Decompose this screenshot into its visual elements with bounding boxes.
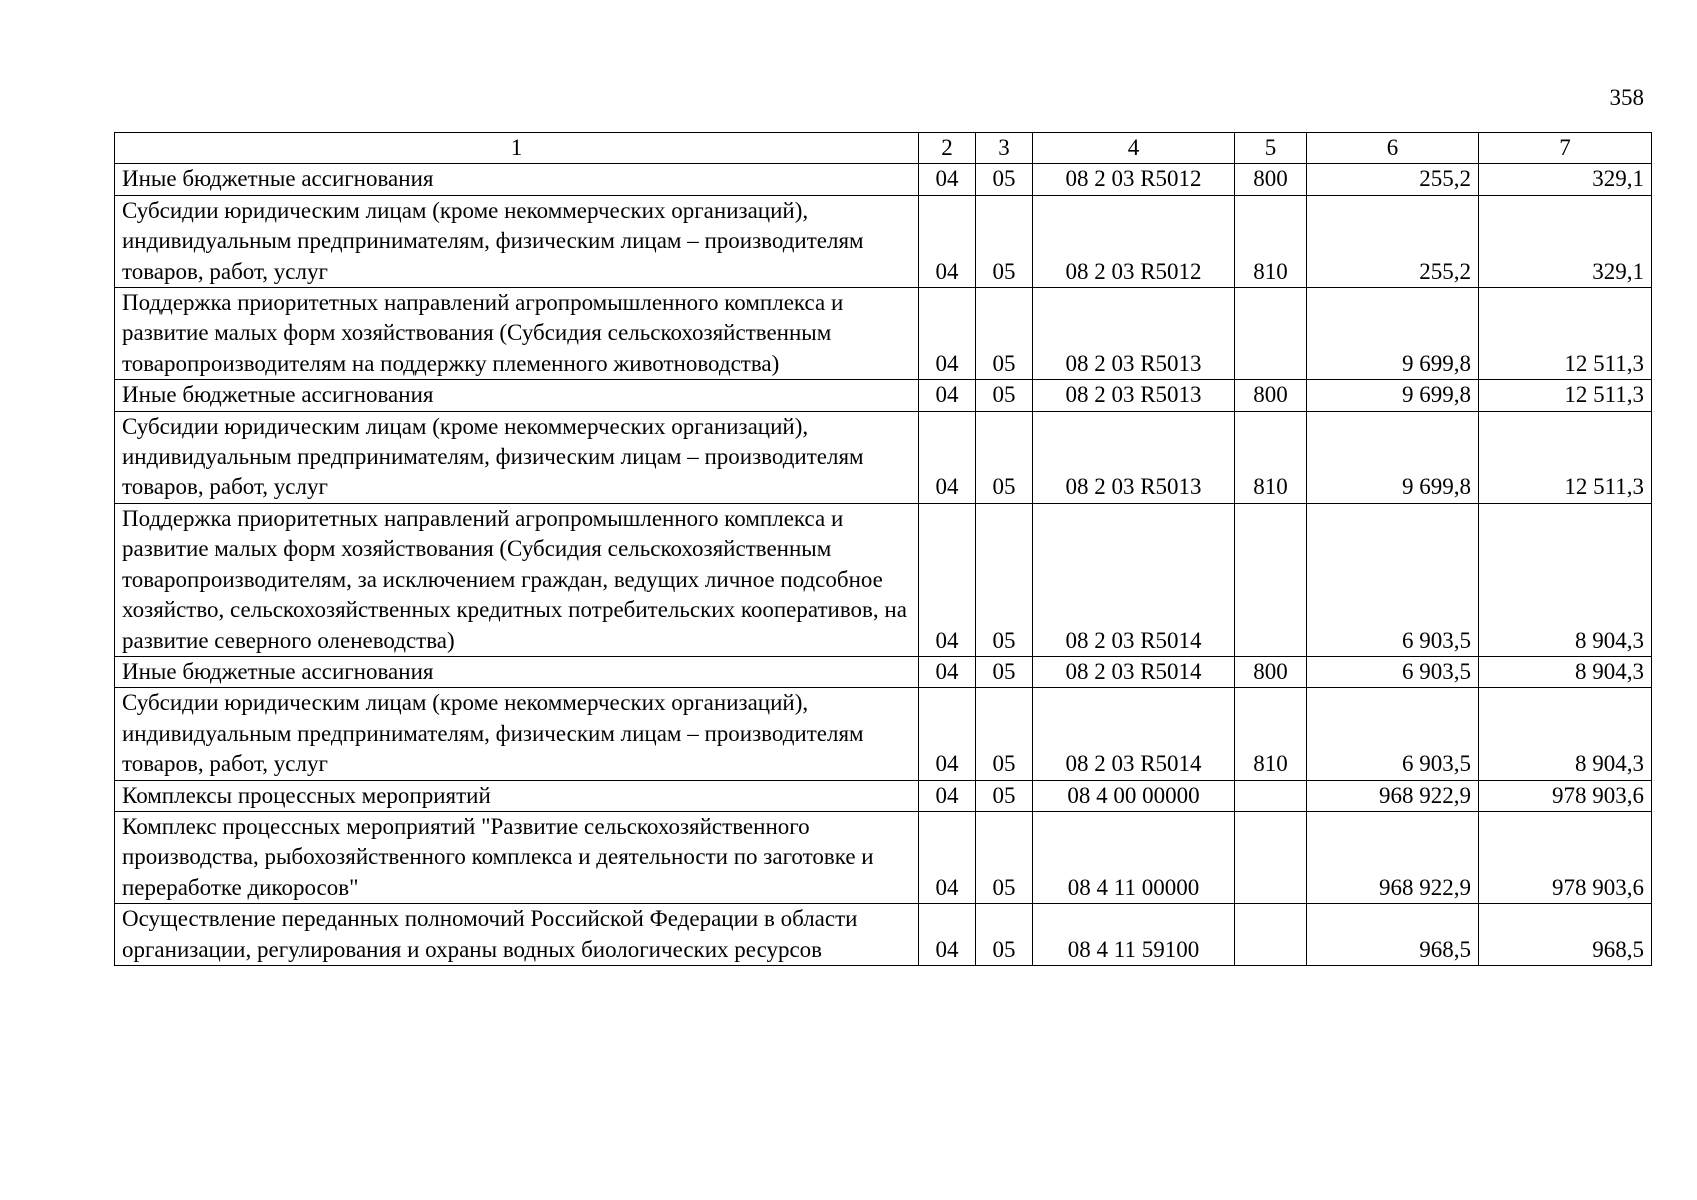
row-description: Иные бюджетные ассигнования bbox=[115, 164, 919, 195]
target-article-code: 08 2 03 R5012 bbox=[1033, 164, 1235, 195]
expense-type-code bbox=[1235, 780, 1307, 811]
amount-col7: 8 904,3 bbox=[1479, 503, 1652, 656]
expense-type-code: 810 bbox=[1235, 195, 1307, 287]
amount-col6: 6 903,5 bbox=[1307, 656, 1479, 687]
row-description: Субсидии юридическим лицам (кроме некоммерческих организаций), индивидуальным предпринимателям, физическим лицам – производителям товаров, работ, услуг bbox=[115, 195, 919, 287]
section-code: 04 bbox=[919, 503, 976, 656]
table-row bbox=[115, 780, 1652, 811]
amount-col6: 6 903,5 bbox=[1307, 503, 1479, 656]
expense-type-code bbox=[1235, 811, 1307, 903]
section-code: 04 bbox=[919, 411, 976, 503]
target-article-code: 08 2 03 R5012 bbox=[1033, 195, 1235, 287]
amount-col7: 12 511,3 bbox=[1479, 380, 1652, 411]
section-code: 04 bbox=[919, 780, 976, 811]
subsection-code: 05 bbox=[976, 688, 1033, 780]
column-header: 4 bbox=[1033, 133, 1235, 164]
subsection-code: 05 bbox=[976, 904, 1033, 966]
target-article-code: 08 4 11 00000 bbox=[1033, 811, 1235, 903]
target-article-code: 08 2 03 R5013 bbox=[1033, 288, 1235, 380]
amount-col6: 9 699,8 bbox=[1307, 411, 1479, 503]
budget-table bbox=[114, 132, 1652, 966]
table-row bbox=[115, 195, 1652, 287]
section-code: 04 bbox=[919, 811, 976, 903]
subsection-code: 05 bbox=[976, 503, 1033, 656]
section-code: 04 bbox=[919, 164, 976, 195]
amount-col7: 329,1 bbox=[1479, 164, 1652, 195]
target-article-code: 08 2 03 R5014 bbox=[1033, 656, 1235, 687]
amount-col7: 968,5 bbox=[1479, 904, 1652, 966]
section-code: 04 bbox=[919, 380, 976, 411]
subsection-code: 05 bbox=[976, 780, 1033, 811]
subsection-code: 05 bbox=[976, 380, 1033, 411]
column-header: 1 bbox=[115, 133, 919, 164]
amount-col7: 8 904,3 bbox=[1479, 688, 1652, 780]
expense-type-code bbox=[1235, 503, 1307, 656]
column-header: 6 bbox=[1307, 133, 1479, 164]
row-description: Иные бюджетные ассигнования bbox=[115, 380, 919, 411]
target-article-code: 08 4 11 59100 bbox=[1033, 904, 1235, 966]
subsection-code: 05 bbox=[976, 288, 1033, 380]
page-number: 358 bbox=[1609, 85, 1644, 110]
expense-type-code: 800 bbox=[1235, 380, 1307, 411]
row-description: Комплексы процессных мероприятий bbox=[115, 780, 919, 811]
target-article-code: 08 2 03 R5014 bbox=[1033, 688, 1235, 780]
row-description: Иные бюджетные ассигнования bbox=[115, 656, 919, 687]
section-code: 04 bbox=[919, 688, 976, 780]
subsection-code: 05 bbox=[976, 656, 1033, 687]
table-row bbox=[115, 656, 1652, 687]
table-row bbox=[115, 411, 1652, 503]
amount-col6: 255,2 bbox=[1307, 164, 1479, 195]
row-description: Осуществление переданных полномочий Российской Федерации в области организации, регулирования и охраны водных биологических ресурсов bbox=[115, 904, 919, 966]
target-article-code: 08 2 03 R5013 bbox=[1033, 380, 1235, 411]
amount-col6: 255,2 bbox=[1307, 195, 1479, 287]
amount-col7: 12 511,3 bbox=[1479, 288, 1652, 380]
section-code: 04 bbox=[919, 656, 976, 687]
expense-type-code bbox=[1235, 288, 1307, 380]
row-description: Поддержка приоритетных направлений агропромышленного комплекса и развитие малых форм хозяйствования (Субсидия сельскохозяйственным товаропроизводителям на поддержку племенного животноводства) bbox=[115, 288, 919, 380]
table-row bbox=[115, 688, 1652, 780]
amount-col6: 968 922,9 bbox=[1307, 780, 1479, 811]
target-article-code: 08 2 03 R5013 bbox=[1033, 411, 1235, 503]
column-header: 2 bbox=[919, 133, 976, 164]
subsection-code: 05 bbox=[976, 195, 1033, 287]
amount-col7: 329,1 bbox=[1479, 195, 1652, 287]
table-row bbox=[115, 164, 1652, 195]
subsection-code: 05 bbox=[976, 164, 1033, 195]
table-row bbox=[115, 380, 1652, 411]
target-article-code: 08 2 03 R5014 bbox=[1033, 503, 1235, 656]
amount-col7: 978 903,6 bbox=[1479, 780, 1652, 811]
amount-col6: 968,5 bbox=[1307, 904, 1479, 966]
section-code: 04 bbox=[919, 195, 976, 287]
table-row bbox=[115, 288, 1652, 380]
subsection-code: 05 bbox=[976, 811, 1033, 903]
amount-col6: 6 903,5 bbox=[1307, 688, 1479, 780]
row-description: Комплекс процессных мероприятий "Развитие сельскохозяйственного производства, рыбохозяйственного комплекса и деятельности по заготовке и переработке дикоросов" bbox=[115, 811, 919, 903]
table-row bbox=[115, 811, 1652, 903]
column-header: 7 bbox=[1479, 133, 1652, 164]
row-description: Субсидии юридическим лицам (кроме некоммерческих организаций), индивидуальным предпринимателям, физическим лицам – производителям товаров, работ, услуг bbox=[115, 688, 919, 780]
amount-col6: 9 699,8 bbox=[1307, 288, 1479, 380]
expense-type-code: 810 bbox=[1235, 411, 1307, 503]
section-code: 04 bbox=[919, 904, 976, 966]
target-article-code: 08 4 00 00000 bbox=[1033, 780, 1235, 811]
column-header: 5 bbox=[1235, 133, 1307, 164]
expense-type-code bbox=[1235, 904, 1307, 966]
row-description: Субсидии юридическим лицам (кроме некоммерческих организаций), индивидуальным предпринимателям, физическим лицам – производителям товаров, работ, услуг bbox=[115, 411, 919, 503]
amount-col6: 9 699,8 bbox=[1307, 380, 1479, 411]
table-row bbox=[115, 503, 1652, 656]
amount-col7: 12 511,3 bbox=[1479, 411, 1652, 503]
table-row bbox=[115, 904, 1652, 966]
amount-col7: 978 903,6 bbox=[1479, 811, 1652, 903]
amount-col7: 8 904,3 bbox=[1479, 656, 1652, 687]
column-header: 3 bbox=[976, 133, 1033, 164]
section-code: 04 bbox=[919, 288, 976, 380]
subsection-code: 05 bbox=[976, 411, 1033, 503]
amount-col6: 968 922,9 bbox=[1307, 811, 1479, 903]
expense-type-code: 800 bbox=[1235, 656, 1307, 687]
expense-type-code: 800 bbox=[1235, 164, 1307, 195]
table-header-row bbox=[115, 133, 1652, 164]
expense-type-code: 810 bbox=[1235, 688, 1307, 780]
row-description: Поддержка приоритетных направлений агропромышленного комплекса и развитие малых форм хозяйствования (Субсидия сельскохозяйственным товаропроизводителям, за исключением граждан, ведущих личное подсобное хозяйство, сельскохозяйственных кредитных потребительских кооперативов, на развитие северного оленеводства) bbox=[115, 503, 919, 656]
